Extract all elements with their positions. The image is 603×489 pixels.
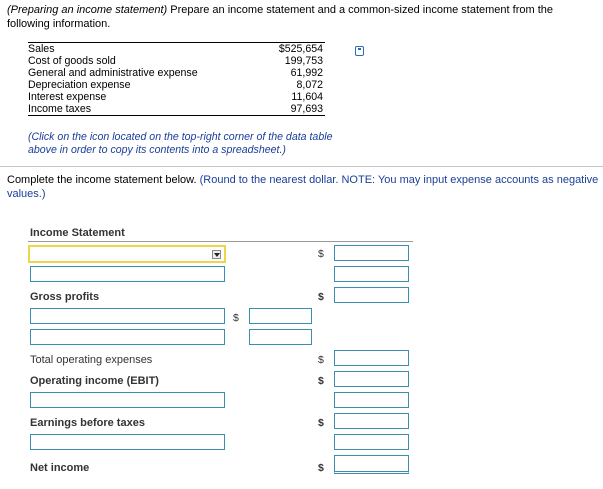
amount-input[interactable] (334, 392, 409, 408)
account-input[interactable] (30, 266, 225, 282)
currency-sign: $ (318, 375, 324, 387)
instructions (7, 173, 599, 201)
net-income-label: Net income (30, 462, 90, 474)
account-input[interactable] (30, 329, 225, 345)
operating-income-label: Operating income (EBIT) (30, 375, 159, 387)
data-row: Cost of goods sold 199,753 (28, 55, 323, 67)
section-divider (0, 166, 603, 167)
operating-income-input[interactable] (334, 371, 409, 387)
data-row: Depreciation expense 8,072 (28, 79, 323, 91)
copy-note: (Click on the icon located on the top-right corner of the data table above in order to copy its contents into a spreadsheet.) (28, 131, 333, 156)
copy-to-spreadsheet-icon[interactable] (355, 46, 364, 56)
gross-profits-input[interactable] (334, 287, 409, 303)
earnings-before-taxes-input[interactable] (334, 413, 409, 429)
account-input[interactable] (30, 392, 225, 408)
account-dropdown[interactable] (28, 245, 226, 263)
amount-input[interactable] (249, 329, 312, 345)
total-operating-expenses-input[interactable] (334, 350, 409, 366)
title-underline (28, 241, 413, 242)
data-row: Income taxes 97,693 (28, 103, 323, 115)
account-input[interactable] (30, 308, 225, 324)
problem-intro-lead: (Preparing an income statement) (7, 4, 168, 16)
gross-profits-label: Gross profits (30, 291, 100, 303)
chevron-down-icon[interactable] (212, 250, 221, 259)
instructions-hint: (Round to the nearest dollar. NOTE: You may input expense accounts as negative values.) (7, 174, 599, 200)
total-operating-expenses-label: Total operating expenses (30, 354, 153, 366)
statement-title: Income Statement (30, 227, 125, 239)
account-input[interactable] (30, 434, 225, 450)
currency-sign: $ (318, 291, 324, 303)
data-table (28, 42, 325, 116)
currency-sign: $ (318, 248, 324, 260)
amount-input[interactable] (334, 266, 409, 282)
instructions-text: Complete the income statement below. (7, 174, 197, 186)
problem-intro-text: Prepare an income statement and a common-sized income statement from the following information. (7, 4, 553, 30)
data-row: Sales $525,654 (28, 43, 323, 55)
amount-input[interactable] (334, 245, 409, 261)
problem-intro (7, 3, 595, 31)
net-income-input[interactable] (334, 455, 409, 474)
amount-input[interactable] (249, 308, 312, 324)
currency-sign: $ (318, 354, 324, 366)
currency-sign: $ (233, 312, 239, 324)
data-row: General and administrative expense 61,992 (28, 67, 323, 79)
currency-sign: $ (318, 417, 324, 429)
currency-sign: $ (318, 462, 324, 474)
amount-input[interactable] (334, 434, 409, 450)
data-row: Interest expense 11,604 (28, 91, 323, 103)
earnings-before-taxes-label: Earnings before taxes (30, 417, 145, 429)
